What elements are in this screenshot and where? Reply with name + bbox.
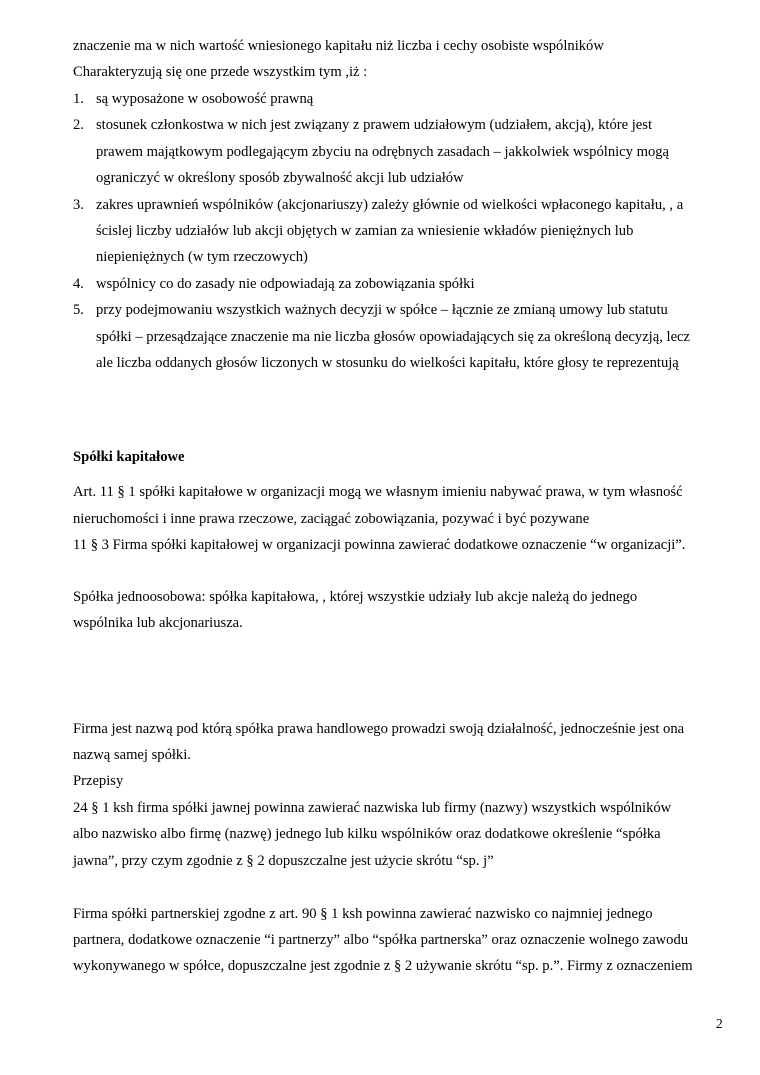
paragraph-line: nazwą samej spółki. xyxy=(73,747,191,763)
paragraph-line: Spółka jednoosobowa: spółka kapitałowa, , której wszystkie udziały lub akcje należą do jednego xyxy=(73,589,638,605)
list-number: 1. xyxy=(73,91,84,107)
list-item: zakres uprawnień wspólników (akcjonariuszy) zależy głównie od wielkości wpłaconego kapitału, , a xyxy=(96,197,684,213)
intro-line: Charakteryzują się one przede wszystkim tym ,iż : xyxy=(73,64,368,80)
list-item: ograniczyć w określony sposób zbywalność akcji lub udziałów xyxy=(96,170,464,186)
paragraph-line: 24 § 1 ksh firma spółki jawnej powinna zawierać nazwiska lub firmy (nazwy) wszystkich wspólników xyxy=(73,800,672,816)
paragraph-line: albo nazwisko albo firmę (nazwę) jednego lub kilku wspólników oraz dodatkowe określenie “spółka xyxy=(73,826,661,842)
page-number: 2 xyxy=(716,1016,723,1031)
paragraph-line: Firma spółki partnerskiej zgodne z art. 90 § 1 ksh powinna zawierać nazwisko co najmniej jednego xyxy=(73,906,653,922)
paragraph-line: Art. 11 § 1 spółki kapitałowe w organizacji mogą we własnym imieniu nabywać prawa, w tym własność xyxy=(73,484,683,500)
paragraph-line: 11 § 3 Firma spółki kapitałowej w organizacji powinna zawierać dodatkowe oznaczenie “w organizacji”. xyxy=(73,537,686,553)
list-number: 2. xyxy=(73,117,84,133)
list-item: są wyposażone w osobowość prawną xyxy=(96,91,314,107)
list-item: prawem majątkowym podlegającym zbyciu na odrębnych zasadach – jakkolwiek wspólnicy mogą xyxy=(96,144,670,160)
list-item: stosunek członkostwa w nich jest związany z prawem udziałowym (udziałem, akcją), które jest xyxy=(96,117,652,133)
list-item: ścislej liczby udziałów lub akcji objętych w zamian za wniesienie wkładów pieniężnych lub xyxy=(96,223,634,239)
list-number: 5. xyxy=(73,302,84,318)
list-item: spółki – przesądzające znaczenie ma nie liczba głosów opowiadających się za określoną decyzją, lecz xyxy=(96,329,690,345)
paragraph-line: wspólnika lub akcjonariusza. xyxy=(73,615,243,631)
list-number: 3. xyxy=(73,197,84,213)
list-item: ale liczba oddanych głosów liczonych w stosunku do wielkości kapitału, które głosy te reprezentują xyxy=(96,355,679,371)
paragraph-line: nieruchomości i inne prawa rzeczowe, zaciągać zobowiązania, pozywać i być pozywane xyxy=(73,511,590,527)
list-number: 4. xyxy=(73,276,84,292)
paragraph-line: Firma jest nazwą pod którą spółka prawa handlowego prowadzi swoją działalność, jednocześnie jest ona xyxy=(73,721,685,737)
intro-line: znaczenie ma w nich wartość wniesionego kapitału niż liczba i cechy osobiste wspólników xyxy=(73,38,604,54)
list-item: przy podejmowaniu wszystkich ważnych decyzji w spółce – łącznie ze zmianą umowy lub statutu xyxy=(96,302,668,318)
section-heading: Spółki kapitałowe xyxy=(73,449,185,465)
paragraph-line: Przepisy xyxy=(73,773,124,789)
list-item: wspólnicy co do zasady nie odpowiadają za zobowiązania spółki xyxy=(96,276,475,292)
paragraph-line: wykonywanego w spółce, dopuszczalne jest zgodnie z § 2 używanie skrótu “sp. p.”. Firmy z oznaczeniem xyxy=(73,958,693,974)
paragraph-line: partnera, dodatkowe oznaczenie “i partnerzy” albo “spółka partnerska” oraz oznaczenie wolnego zawodu xyxy=(73,932,689,948)
list-item: niepieniężnych (w tym rzeczowych) xyxy=(96,249,308,265)
paragraph-line: jawna”, przy czym zgodnie z § 2 dopuszczalne jest użycie skrótu “sp. j” xyxy=(73,853,494,869)
